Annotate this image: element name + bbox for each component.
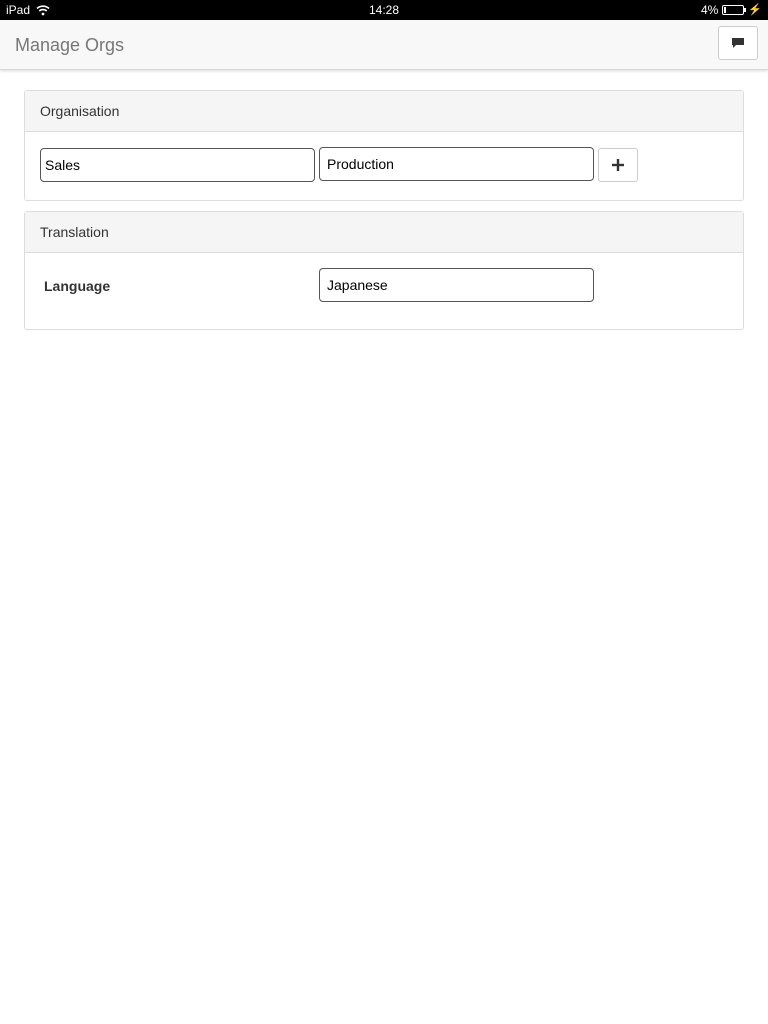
status-bar: [0, 0, 768, 20]
battery-icon: [722, 5, 744, 15]
org-input-production[interactable]: [319, 147, 594, 181]
chat-bubble-icon: [731, 37, 745, 49]
language-input[interactable]: [319, 268, 594, 302]
charging-bolt-icon: ⚡: [748, 4, 762, 16]
org-input-sales[interactable]: [40, 148, 315, 182]
battery-percent: 4%: [700, 3, 719, 17]
plus-icon: [612, 159, 624, 171]
chat-button[interactable]: [718, 26, 758, 60]
status-time: 14:28: [368, 3, 400, 17]
device-name: iPad: [6, 3, 31, 17]
header-bar: [0, 20, 768, 70]
page-title: Manage Orgs: [15, 35, 125, 55]
translation-heading: Translation: [25, 212, 743, 253]
translation-panel: [24, 211, 744, 330]
organisation-heading: Organisation: [25, 91, 743, 132]
language-label: Language: [44, 278, 111, 294]
add-org-button[interactable]: [598, 148, 638, 182]
status-right: [701, 0, 762, 20]
organisation-panel: [24, 90, 744, 201]
